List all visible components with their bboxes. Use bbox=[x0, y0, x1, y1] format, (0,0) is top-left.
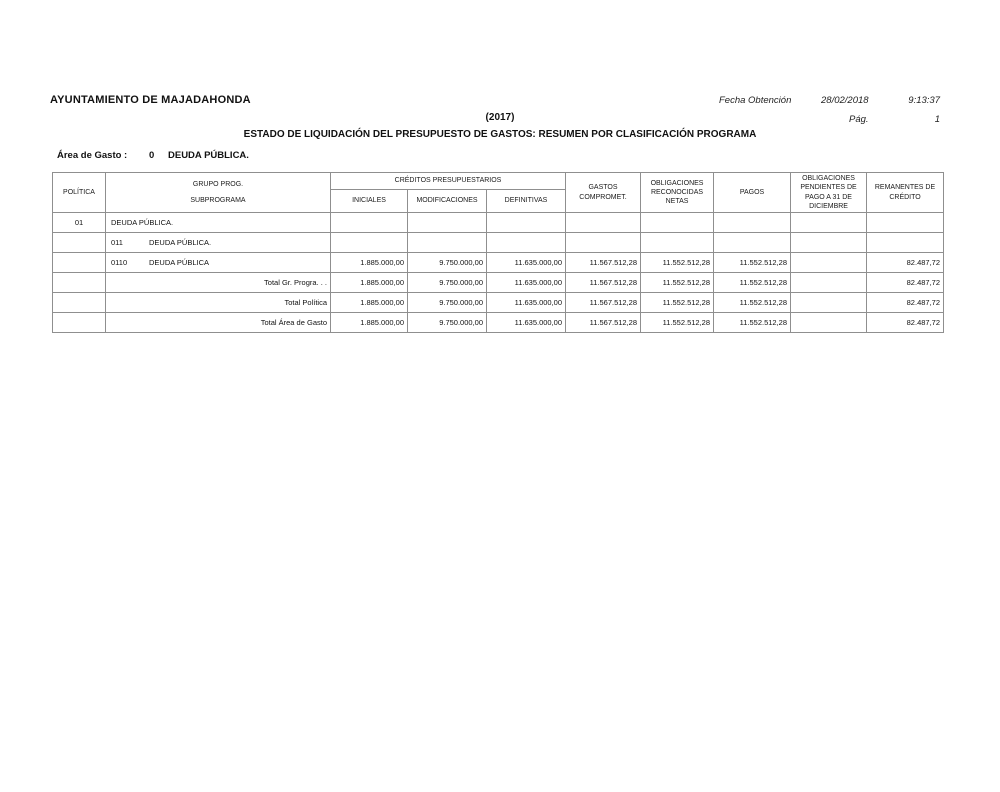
total-label: Total Área de Gasto bbox=[260, 318, 327, 327]
cell-remanentes bbox=[867, 213, 944, 233]
cell-definitivas bbox=[487, 213, 566, 233]
cell-iniciales bbox=[331, 233, 408, 253]
cell-modificaciones: 9.750.000,00 bbox=[408, 273, 487, 293]
cell-obligaciones-pendientes bbox=[791, 313, 867, 333]
cell-obligaciones-reconocidas bbox=[641, 233, 714, 253]
cell-politica bbox=[53, 293, 106, 313]
cell-politica bbox=[53, 253, 106, 273]
cell-pagos: 11.552.512,28 bbox=[714, 293, 791, 313]
cell-gastos-compromet: 11.567.512,28 bbox=[566, 253, 641, 273]
cell-obligaciones-reconocidas: 11.552.512,28 bbox=[641, 273, 714, 293]
cell-subprograma bbox=[106, 313, 331, 333]
cell-politica bbox=[53, 313, 106, 333]
organization-name: AYUNTAMIENTO DE MAJADAHONDA bbox=[50, 94, 251, 106]
table-header bbox=[53, 173, 944, 213]
col-header-gastos-compromet: GASTOS COMPROMET. bbox=[566, 173, 641, 213]
col-header-obligaciones-reconocidas: OBLIGACIONES RECONOCIDAS NETAS bbox=[641, 173, 714, 213]
cell-gastos-compromet bbox=[566, 213, 641, 233]
cell-obligaciones-reconocidas: 11.552.512,28 bbox=[641, 293, 714, 313]
cell-remanentes: 82.487,72 bbox=[867, 293, 944, 313]
cell-remanentes bbox=[867, 233, 944, 253]
cell-pagos: 11.552.512,28 bbox=[714, 273, 791, 293]
cell-gastos-compromet: 11.567.512,28 bbox=[566, 313, 641, 333]
subprograma-label: DEUDA PÚBLICA. bbox=[111, 218, 174, 227]
fecha-obtencion-value: 28/02/2018 bbox=[821, 95, 869, 106]
col-header-subprograma: SUBPROGRAMA bbox=[190, 197, 246, 204]
hora-obtencion-value: 9:13:37 bbox=[908, 95, 940, 106]
cell-iniciales: 1.885.000,00 bbox=[331, 293, 408, 313]
cell-definitivas: 11.635.000,00 bbox=[487, 253, 566, 273]
fecha-obtencion-label: Fecha Obtención bbox=[719, 95, 792, 106]
col-header-creditos-presupuestarios: CRÉDITOS PRESUPUESTARIOS bbox=[331, 173, 566, 190]
cell-modificaciones: 9.750.000,00 bbox=[408, 313, 487, 333]
table-row-total-politica bbox=[53, 293, 944, 313]
col-header-grupo-prog: GRUPO PROG. bbox=[192, 180, 244, 188]
col-header-remanentes: REMANENTES DE CRÉDITO bbox=[867, 173, 944, 213]
cell-gastos-compromet bbox=[566, 233, 641, 253]
cell-subprograma bbox=[106, 233, 331, 253]
table-body bbox=[53, 213, 944, 333]
subprograma-label: DEUDA PÚBLICA bbox=[149, 258, 210, 267]
cell-iniciales bbox=[331, 213, 408, 233]
cell-politica bbox=[53, 233, 106, 253]
cell-definitivas bbox=[487, 233, 566, 253]
cell-remanentes: 82.487,72 bbox=[867, 273, 944, 293]
cell-obligaciones-reconocidas: 11.552.512,28 bbox=[641, 253, 714, 273]
cell-gastos-compromet: 11.567.512,28 bbox=[566, 293, 641, 313]
area-de-gasto-code: 0 bbox=[149, 150, 155, 161]
col-header-obligaciones-pendientes: OBLIGACIONES PENDIENTES DE PAGO A 31 DE DICIEMBRE bbox=[791, 173, 867, 213]
table-row-total-area-gasto bbox=[53, 313, 944, 333]
cell-politica: 01 bbox=[53, 213, 106, 233]
subprograma-code: 0110 bbox=[111, 258, 128, 267]
cell-pagos bbox=[714, 233, 791, 253]
table-row-total-grupo-programa bbox=[53, 273, 944, 293]
budget-year: (2017) bbox=[485, 112, 515, 123]
area-de-gasto-name: DEUDA PÚBLICA. bbox=[168, 150, 249, 161]
cell-modificaciones bbox=[408, 213, 487, 233]
cell-iniciales: 1.885.000,00 bbox=[331, 253, 408, 273]
cell-obligaciones-reconocidas: 11.552.512,28 bbox=[641, 313, 714, 333]
area-de-gasto-label: Área de Gasto : bbox=[57, 150, 128, 161]
col-header-politica: POLÍTICA bbox=[53, 173, 106, 213]
cell-obligaciones-pendientes bbox=[791, 293, 867, 313]
report-title: ESTADO DE LIQUIDACIÓN DEL PRESUPUESTO DE GASTOS: RESUMEN POR CLASIFICACIÓN PROGRAMA bbox=[243, 129, 757, 140]
cell-politica bbox=[53, 273, 106, 293]
cell-modificaciones: 9.750.000,00 bbox=[408, 293, 487, 313]
cell-pagos: 11.552.512,28 bbox=[714, 253, 791, 273]
col-header-iniciales: INICIALES bbox=[331, 190, 408, 213]
cell-remanentes: 82.487,72 bbox=[867, 313, 944, 333]
cell-iniciales: 1.885.000,00 bbox=[331, 273, 408, 293]
total-label: Total Gr. Progra. . . bbox=[264, 278, 327, 287]
cell-obligaciones-pendientes bbox=[791, 233, 867, 253]
cell-definitivas: 11.635.000,00 bbox=[487, 293, 566, 313]
table-row-grupo-011 bbox=[53, 233, 944, 253]
cell-obligaciones-reconocidas bbox=[641, 213, 714, 233]
cell-modificaciones: 9.750.000,00 bbox=[408, 253, 487, 273]
subprograma-label: DEUDA PÚBLICA. bbox=[149, 238, 212, 247]
cell-obligaciones-pendientes bbox=[791, 213, 867, 233]
page-number-value: 1 bbox=[934, 114, 940, 125]
cell-gastos-compromet: 11.567.512,28 bbox=[566, 273, 641, 293]
col-header-pagos: PAGOS bbox=[714, 173, 791, 213]
cell-obligaciones-pendientes bbox=[791, 273, 867, 293]
budget-liquidation-table bbox=[52, 172, 944, 333]
subprograma-code: 011 bbox=[111, 238, 123, 247]
cell-modificaciones bbox=[408, 233, 487, 253]
cell-pagos: 11.552.512,28 bbox=[714, 313, 791, 333]
cell-subprograma bbox=[106, 213, 331, 233]
col-header-definitivas: DEFINITIVAS bbox=[487, 190, 566, 213]
cell-definitivas: 11.635.000,00 bbox=[487, 273, 566, 293]
cell-subprograma bbox=[106, 253, 331, 273]
table-row-politica-01 bbox=[53, 213, 944, 233]
total-label: Total Política bbox=[284, 298, 327, 307]
cell-obligaciones-pendientes bbox=[791, 253, 867, 273]
cell-subprograma bbox=[106, 273, 331, 293]
col-header-grupo-subprograma bbox=[106, 173, 331, 213]
cell-pagos bbox=[714, 213, 791, 233]
cell-subprograma bbox=[106, 293, 331, 313]
col-header-modificaciones: MODIFICACIONES bbox=[408, 190, 487, 213]
cell-remanentes: 82.487,72 bbox=[867, 253, 944, 273]
cell-iniciales: 1.885.000,00 bbox=[331, 313, 408, 333]
page-number-label: Pág. bbox=[849, 114, 869, 125]
table-row-subprograma-0110 bbox=[53, 253, 944, 273]
cell-definitivas: 11.635.000,00 bbox=[487, 313, 566, 333]
